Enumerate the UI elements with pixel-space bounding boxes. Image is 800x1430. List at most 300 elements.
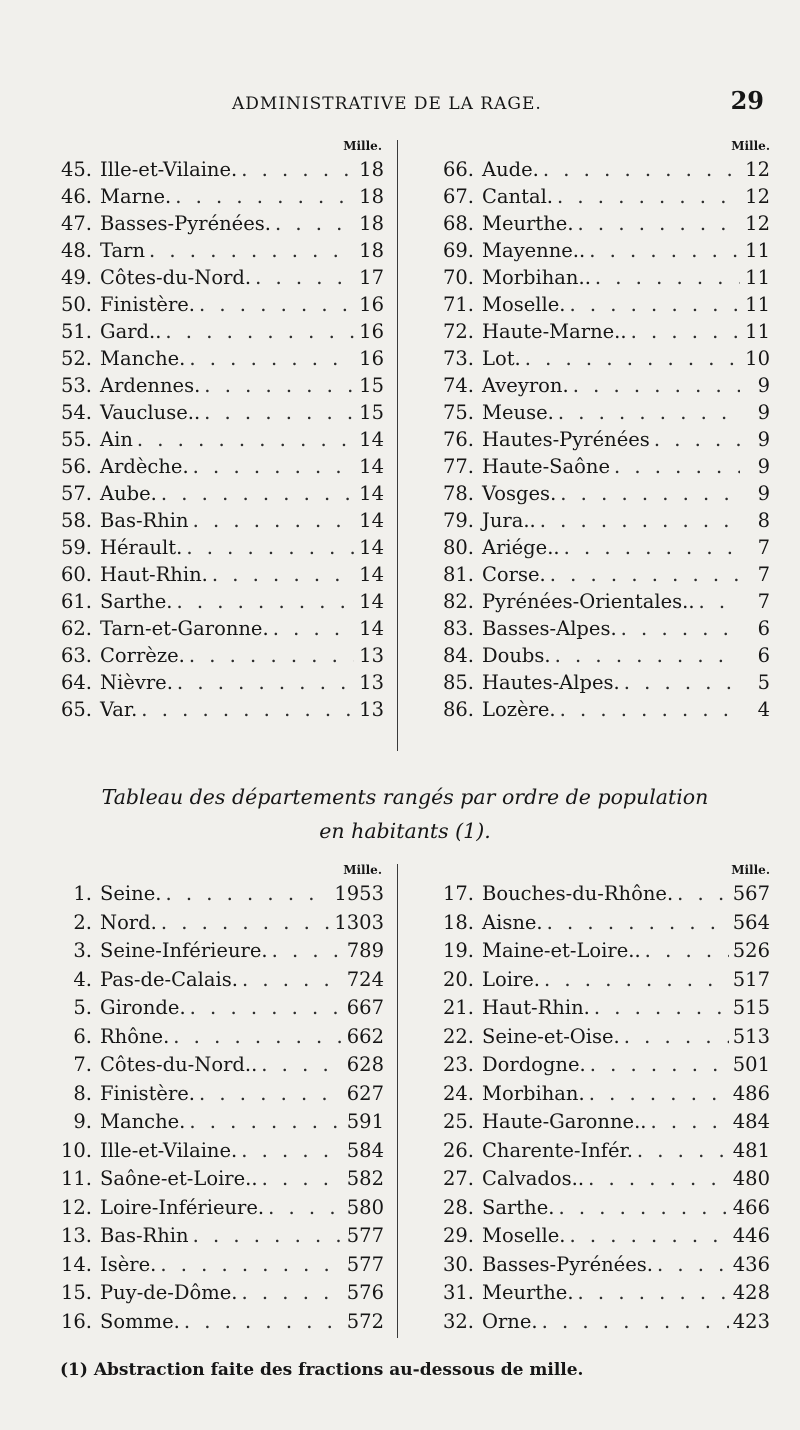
- leader-dots: [141, 696, 354, 723]
- department-name: Aisne.: [482, 910, 543, 934]
- leader-dots: [189, 1108, 342, 1137]
- table-row: [40, 1194, 392, 1223]
- row-rank: 86.: [442, 698, 474, 721]
- row-rank: 32.: [442, 1309, 474, 1333]
- table-row: [422, 210, 770, 237]
- row-value: 446: [732, 1224, 770, 1247]
- leader-dots: [544, 966, 729, 995]
- leader-dots: [268, 1194, 343, 1223]
- leader-dots: [262, 1165, 343, 1194]
- leader-dots: [204, 399, 354, 426]
- department-name: Vosges.: [482, 482, 557, 505]
- leader-dots: [173, 1023, 342, 1052]
- department-name: Tarn: [100, 239, 145, 262]
- row-rank: 78.: [442, 482, 474, 505]
- department-name: Morbihan.: [482, 1081, 585, 1105]
- table1-right-rows: [422, 156, 770, 723]
- department-name: Aveyron.: [482, 374, 569, 397]
- table-row: [422, 909, 770, 938]
- row-value: 14: [359, 536, 384, 559]
- department-name: Ille-et-Vilaine.: [100, 1138, 238, 1162]
- department-name: Seine-Inférieure.: [100, 939, 268, 962]
- row-value: 16: [359, 293, 384, 316]
- table-row: [40, 994, 392, 1023]
- row-value: 526: [732, 939, 770, 962]
- leader-dots: [193, 507, 354, 534]
- leader-dots: [193, 453, 354, 480]
- department-name: Moselle.: [482, 293, 566, 316]
- row-rank: 25.: [442, 1110, 474, 1133]
- table-row: [40, 1251, 392, 1280]
- row-rank: 62.: [60, 617, 92, 640]
- department-name: Nord.: [100, 910, 157, 934]
- table-row: [40, 1308, 392, 1337]
- row-value: 582: [346, 1167, 384, 1190]
- department-name: Maine-et-Loire..: [482, 939, 641, 962]
- row-value: 667: [346, 996, 384, 1019]
- table-row: [422, 588, 770, 615]
- table-row: [40, 507, 392, 534]
- table2-right-rows: [422, 880, 770, 1336]
- table-row: [40, 453, 392, 480]
- row-value: 564: [732, 910, 770, 934]
- department-name: Haut-Rhin.: [482, 996, 590, 1019]
- page-number: 29: [730, 86, 764, 115]
- department-name: Hautes-Pyrénées: [482, 428, 650, 451]
- department-name: Haut-Rhin.: [100, 563, 208, 586]
- row-value: 517: [732, 967, 770, 991]
- leader-dots: [193, 1222, 343, 1251]
- table-row: [422, 156, 770, 183]
- row-rank: 31.: [442, 1281, 474, 1304]
- row-rank: 73.: [442, 347, 474, 370]
- department-name: Sarthe.: [482, 1195, 555, 1219]
- row-rank: 61.: [60, 590, 92, 613]
- table-row: [422, 426, 770, 453]
- table-row: [422, 480, 770, 507]
- unit-label: Mille.: [731, 139, 770, 153]
- row-value: 13: [359, 698, 384, 721]
- row-value: 484: [732, 1110, 770, 1133]
- row-value: 662: [346, 1024, 384, 1048]
- department-name: Ardèche.: [100, 455, 189, 478]
- table-row: [422, 1137, 770, 1166]
- row-value: 572: [346, 1309, 384, 1333]
- rabies-ranking-table: [40, 136, 770, 751]
- row-rank: 29.: [442, 1224, 474, 1247]
- department-name: Ariége..: [482, 536, 560, 559]
- leader-dots: [589, 1080, 729, 1109]
- department-name: Morbihan..: [482, 266, 591, 289]
- leader-dots: [557, 183, 740, 210]
- leader-dots: [621, 615, 740, 642]
- table-row: [40, 183, 392, 210]
- row-value: 591: [346, 1110, 384, 1133]
- table-row: [422, 183, 770, 210]
- leader-dots: [590, 1051, 729, 1080]
- row-rank: 26.: [442, 1138, 474, 1162]
- row-rank: 46.: [60, 185, 92, 208]
- row-rank: 55.: [60, 428, 92, 451]
- department-name: Pyrénées-Orientales..: [482, 590, 695, 613]
- row-rank: 27.: [442, 1167, 474, 1190]
- row-value: 14: [359, 509, 384, 532]
- table-row: [422, 237, 770, 264]
- table-row: [422, 372, 770, 399]
- table-row: [40, 291, 392, 318]
- department-name: Basses-Pyrénées.: [482, 1252, 653, 1276]
- leader-dots: [189, 345, 354, 372]
- row-rank: 28.: [442, 1195, 474, 1219]
- leader-dots: [525, 345, 740, 372]
- table-row: [422, 1251, 770, 1280]
- table-row: [40, 642, 392, 669]
- row-value: 6: [757, 617, 770, 640]
- department-name: Hautes-Alpes.: [482, 671, 620, 694]
- row-value: 1303: [334, 910, 384, 934]
- table-caption: [40, 780, 770, 848]
- table-row: [40, 966, 392, 995]
- leader-dots: [550, 561, 740, 588]
- table2-left-column: [40, 860, 392, 1338]
- department-name: Finistère.: [100, 293, 196, 316]
- leader-dots: [555, 642, 740, 669]
- row-value: 12: [745, 185, 770, 208]
- department-name: Puy-de-Dôme.: [100, 1281, 238, 1304]
- row-rank: 75.: [442, 401, 474, 424]
- table-row: [422, 399, 770, 426]
- row-value: 9: [757, 428, 770, 451]
- table-row: [40, 1080, 392, 1109]
- row-value: 481: [732, 1138, 770, 1162]
- leader-dots: [569, 1222, 728, 1251]
- table-row: [422, 880, 770, 909]
- population-ranking-table: [40, 860, 770, 1338]
- table-row: [422, 453, 770, 480]
- department-name: Meurthe.: [482, 212, 574, 235]
- table1-left-rows: [40, 156, 392, 723]
- row-rank: 7.: [73, 1053, 92, 1076]
- table-row: [422, 994, 770, 1023]
- row-rank: 8.: [73, 1081, 92, 1105]
- table-row: [422, 1023, 770, 1052]
- leader-dots: [199, 291, 354, 318]
- department-name: Lozère.: [482, 698, 556, 721]
- row-value: 5: [757, 671, 770, 694]
- table-row: [40, 480, 392, 507]
- leader-dots: [161, 480, 354, 507]
- leader-dots: [699, 588, 740, 615]
- row-value: 14: [359, 482, 384, 505]
- row-rank: 1.: [73, 882, 92, 905]
- department-name: Gironde.: [100, 996, 186, 1019]
- department-name: Somme.: [100, 1309, 180, 1333]
- leader-dots: [242, 966, 343, 995]
- row-rank: 47.: [60, 212, 92, 235]
- department-name: Bas-Rhin: [100, 509, 189, 532]
- footnote: (1) Abstraction faite des fractions au-dessous de mille.: [60, 1360, 584, 1380]
- row-rank: 49.: [60, 266, 92, 289]
- row-value: 584: [346, 1138, 384, 1162]
- department-name: Basses-Alpes.: [482, 617, 617, 640]
- table-row: [40, 345, 392, 372]
- unit-label: Mille.: [731, 863, 770, 877]
- leader-dots: [654, 426, 740, 453]
- table1-left-column: [40, 136, 392, 751]
- department-name: Jura..: [482, 509, 536, 532]
- department-name: Vaucluse..: [100, 401, 201, 424]
- department-name: Corse.: [482, 563, 546, 586]
- row-rank: 74.: [442, 374, 474, 397]
- row-value: 7: [757, 563, 770, 586]
- leader-dots: [212, 561, 354, 588]
- department-name: Aude.: [482, 158, 539, 181]
- row-value: 428: [732, 1281, 770, 1304]
- table-row: [40, 696, 392, 723]
- caption-line-2: en habitants (1).: [319, 819, 491, 843]
- table-row: [422, 345, 770, 372]
- department-name: Meuse.: [482, 401, 554, 424]
- leader-dots: [204, 372, 354, 399]
- department-name: Seine-et-Oise.: [482, 1024, 620, 1048]
- table-row: [40, 880, 392, 909]
- row-rank: 14.: [60, 1252, 92, 1276]
- row-value: 567: [732, 882, 770, 905]
- row-rank: 67.: [442, 185, 474, 208]
- row-value: 14: [359, 428, 384, 451]
- row-rank: 10.: [60, 1138, 92, 1162]
- department-name: Moselle.: [482, 1224, 566, 1247]
- table-row: [422, 291, 770, 318]
- row-value: 11: [745, 239, 770, 262]
- table2-left-rows: [40, 880, 392, 1336]
- leader-dots: [558, 399, 740, 426]
- leader-dots: [165, 318, 354, 345]
- row-value: 14: [359, 617, 384, 640]
- unit-label: Mille.: [343, 863, 382, 877]
- row-value: 789: [346, 939, 384, 962]
- table-row: [422, 1108, 770, 1137]
- row-rank: 83.: [442, 617, 474, 640]
- row-value: 12: [745, 212, 770, 235]
- leader-dots: [573, 372, 740, 399]
- department-name: Marne.: [100, 185, 172, 208]
- row-value: 14: [359, 563, 384, 586]
- leader-dots: [176, 588, 354, 615]
- row-value: 13: [359, 671, 384, 694]
- leader-dots: [578, 1279, 729, 1308]
- row-rank: 19.: [442, 939, 474, 962]
- table-row: [40, 399, 392, 426]
- row-rank: 59.: [60, 536, 92, 559]
- row-rank: 12.: [60, 1195, 92, 1219]
- row-rank: 23.: [442, 1053, 474, 1076]
- table-row: [40, 1051, 392, 1080]
- table-row: [40, 669, 392, 696]
- row-value: 628: [346, 1053, 384, 1076]
- table-row: [40, 1165, 392, 1194]
- row-rank: 52.: [60, 347, 92, 370]
- row-rank: 72.: [442, 320, 474, 343]
- leader-dots: [149, 237, 354, 264]
- department-name: Finistère.: [100, 1081, 196, 1105]
- unit-label: Mille.: [343, 139, 382, 153]
- row-value: 18: [359, 185, 384, 208]
- leader-dots: [241, 156, 354, 183]
- leader-dots: [624, 1023, 729, 1052]
- row-rank: 24.: [442, 1081, 474, 1105]
- leader-dots: [184, 1308, 343, 1337]
- leader-dots: [589, 237, 740, 264]
- row-value: 8: [757, 509, 770, 532]
- table-row: [40, 237, 392, 264]
- row-rank: 3.: [73, 939, 92, 962]
- row-value: 15: [359, 401, 384, 424]
- row-rank: 5.: [73, 996, 92, 1019]
- leader-dots: [614, 453, 740, 480]
- row-value: 577: [346, 1224, 384, 1247]
- table-row: [422, 534, 770, 561]
- table-row: [422, 1222, 770, 1251]
- table-row: [422, 1308, 770, 1337]
- column-divider: [397, 140, 398, 751]
- row-value: 466: [732, 1195, 770, 1219]
- leader-dots: [569, 291, 740, 318]
- row-value: 16: [359, 320, 384, 343]
- row-rank: 65.: [60, 698, 92, 721]
- leader-dots: [255, 264, 354, 291]
- row-rank: 22.: [442, 1024, 474, 1048]
- leader-dots: [677, 880, 729, 909]
- table-row: [422, 264, 770, 291]
- department-name: Cantal.: [482, 185, 554, 208]
- leader-dots: [241, 1137, 343, 1166]
- row-value: 423: [732, 1309, 770, 1333]
- row-value: 480: [732, 1167, 770, 1190]
- department-name: Charente-Infér.: [482, 1138, 633, 1162]
- table-row: [422, 1194, 770, 1223]
- row-value: 12: [745, 158, 770, 181]
- department-name: Pas-de-Calais.: [100, 967, 238, 991]
- row-value: 16: [359, 347, 384, 370]
- table-row: [40, 426, 392, 453]
- row-rank: 18.: [442, 910, 474, 934]
- department-name: Orne.: [482, 1309, 538, 1333]
- department-name: Ain: [100, 428, 133, 451]
- leader-dots: [199, 1080, 343, 1109]
- department-name: Corrèze.: [100, 644, 185, 667]
- row-value: 1953: [334, 882, 384, 905]
- row-value: 577: [346, 1252, 384, 1276]
- table2-right-column: [422, 860, 770, 1338]
- caption-line-1: Tableau des départements rangés par ordre de population: [101, 785, 709, 809]
- row-rank: 11.: [60, 1167, 92, 1190]
- row-rank: 69.: [442, 239, 474, 262]
- department-name: Var.: [100, 698, 138, 721]
- row-value: 15: [359, 374, 384, 397]
- row-rank: 84.: [442, 644, 474, 667]
- leader-dots: [595, 264, 740, 291]
- row-value: 7: [757, 590, 770, 613]
- department-name: Basses-Pyrénées.: [100, 212, 271, 235]
- row-value: 17: [359, 266, 384, 289]
- department-name: Sarthe.: [100, 590, 173, 613]
- row-rank: 4.: [73, 967, 92, 991]
- row-rank: 56.: [60, 455, 92, 478]
- table-row: [422, 1165, 770, 1194]
- row-rank: 80.: [442, 536, 474, 559]
- leader-dots: [560, 696, 740, 723]
- department-name: Meurthe.: [482, 1281, 574, 1304]
- row-value: 9: [757, 401, 770, 424]
- row-rank: 77.: [442, 455, 474, 478]
- row-value: 18: [359, 239, 384, 262]
- row-rank: 16.: [60, 1309, 92, 1333]
- leader-dots: [161, 909, 331, 938]
- row-rank: 54.: [60, 401, 92, 424]
- leader-dots: [273, 615, 354, 642]
- leader-dots: [542, 1308, 729, 1337]
- department-name: Haute-Garonne..: [482, 1110, 647, 1133]
- leader-dots: [165, 880, 330, 909]
- table-row: [40, 1279, 392, 1308]
- row-rank: 50.: [60, 293, 92, 316]
- row-value: 9: [757, 455, 770, 478]
- department-name: Côtes-du-Nord.: [100, 266, 252, 289]
- department-name: Mayenne..: [482, 239, 586, 262]
- department-name: Côtes-du-Nord..: [100, 1053, 258, 1076]
- row-rank: 76.: [442, 428, 474, 451]
- leader-dots: [275, 210, 354, 237]
- department-name: Loire.: [482, 967, 540, 991]
- row-value: 11: [745, 320, 770, 343]
- table-row: [422, 615, 770, 642]
- row-rank: 68.: [442, 212, 474, 235]
- department-name: Bas-Rhin: [100, 1224, 189, 1247]
- row-rank: 85.: [442, 671, 474, 694]
- leader-dots: [547, 909, 729, 938]
- table-row: [422, 318, 770, 345]
- row-rank: 81.: [442, 563, 474, 586]
- row-rank: 45.: [60, 158, 92, 181]
- row-rank: 82.: [442, 590, 474, 613]
- leader-dots: [540, 507, 740, 534]
- leader-dots: [137, 426, 354, 453]
- row-value: 436: [732, 1252, 770, 1276]
- row-value: 9: [757, 374, 770, 397]
- leader-dots: [624, 669, 740, 696]
- row-value: 724: [346, 967, 384, 991]
- leader-dots: [160, 1251, 342, 1280]
- department-name: Gard..: [100, 320, 162, 343]
- row-value: 11: [745, 266, 770, 289]
- row-rank: 6.: [73, 1024, 92, 1048]
- department-name: Bouches-du-Rhône.: [482, 882, 674, 905]
- row-value: 10: [745, 347, 770, 370]
- table-row: [40, 937, 392, 966]
- table-row: [422, 507, 770, 534]
- leader-dots: [189, 642, 354, 669]
- department-name: Ardennes.: [100, 374, 201, 397]
- row-rank: 63.: [60, 644, 92, 667]
- department-name: Seine.: [100, 882, 162, 905]
- row-rank: 64.: [60, 671, 92, 694]
- row-rank: 9.: [73, 1110, 92, 1133]
- leader-dots: [186, 534, 354, 561]
- leader-dots: [261, 1051, 342, 1080]
- department-name: Doubs.: [482, 644, 551, 667]
- leader-dots: [657, 1251, 729, 1280]
